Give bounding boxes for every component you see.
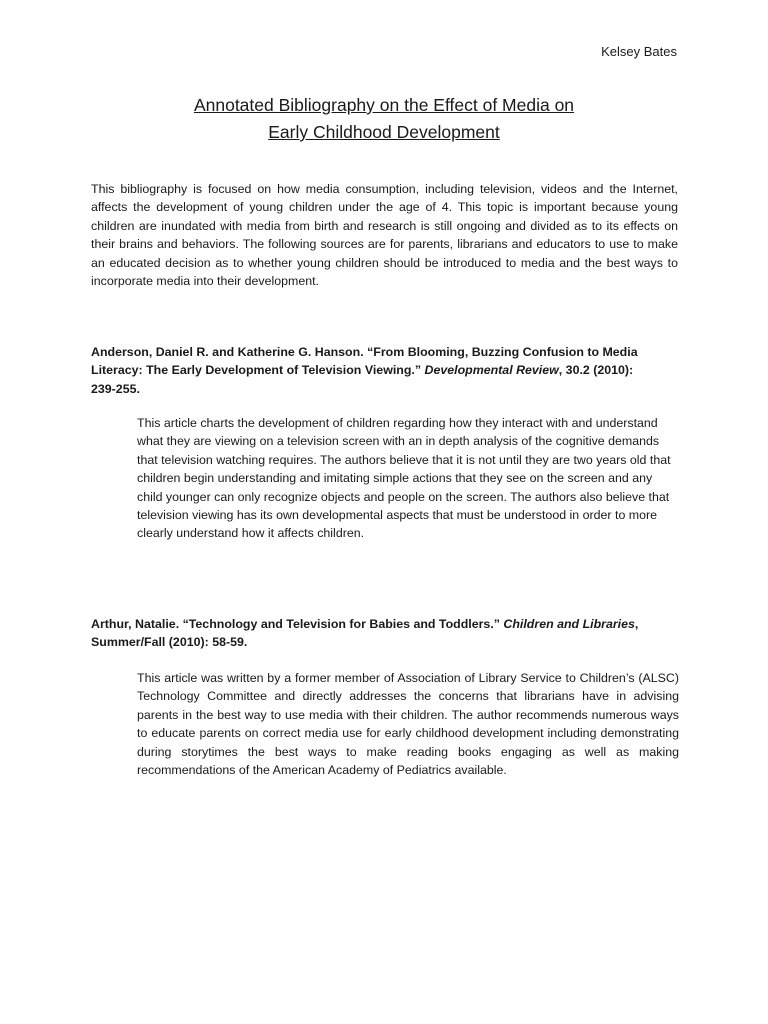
citation-1-main: Anderson, Daniel R. and Katherine G. Hanson. “From Blooming, Buzzing Confusion to Media Literacy: The Early Development of Television Viewing.” <box>91 345 638 378</box>
title-line-2: Early Childhood Development <box>268 122 500 142</box>
intro-paragraph: This bibliography is focused on how media consumption, including television, videos and the Internet, affects the development of young children under the age of 4. This topic is important because young children are inundated with media from birth and research is still ongoing and divided as to its effects on their brains and behaviors. The following sources are for parents, librarians and educators to use to make an educated decision as to whether young children should be introduced to media and the best ways to incorporate media into their development. <box>91 182 678 289</box>
citation-entry-1 <box>91 343 651 398</box>
author-name: Kelsey Bates <box>601 44 677 59</box>
annotation-entry-1: This article charts the development of children regarding how they interact with and understand what they are viewing on a television screen with an in depth analysis of the cognitive demands that television watching requires. The authors believe that it is not until they are two years old that children begin understanding and imitating simple actions that they see on the screen and any child younger can only recognize objects and people on the screen. The authors also believe that television viewing has its own developmental aspects that must be understood in order to more clearly understand how it affects children. <box>137 416 671 541</box>
citation-1-journal: Developmental Review <box>424 363 559 378</box>
citation-2-main: Arthur, Natalie. “Technology and Television for Babies and Toddlers.” <box>91 617 504 631</box>
title-line-1: Annotated Bibliography on the Effect of Media on <box>193 95 575 115</box>
citation-entry-2 <box>91 615 651 652</box>
citation-1-tail: , 30.2 (2010): 239-255. <box>91 363 634 396</box>
annotation-entry-2: This article was written by a former member of Association of Library Service to Children’s (ALSC) Technology Committee and directly addresses the concerns that librarians have in advising parents in the best way to use media with their children. The author recommends numerous ways to educate parents on correct media use for early childhood development including demonstrating during storytimes the best ways to make reading books engaging as well as making recommendations of the American Academy of Pediatrics available. <box>137 671 679 778</box>
citation-2-journal: Children and Libraries <box>503 617 635 631</box>
document-title <box>90 92 678 146</box>
citation-2-tail: , Summer/Fall (2010): 58-59. <box>91 617 639 650</box>
